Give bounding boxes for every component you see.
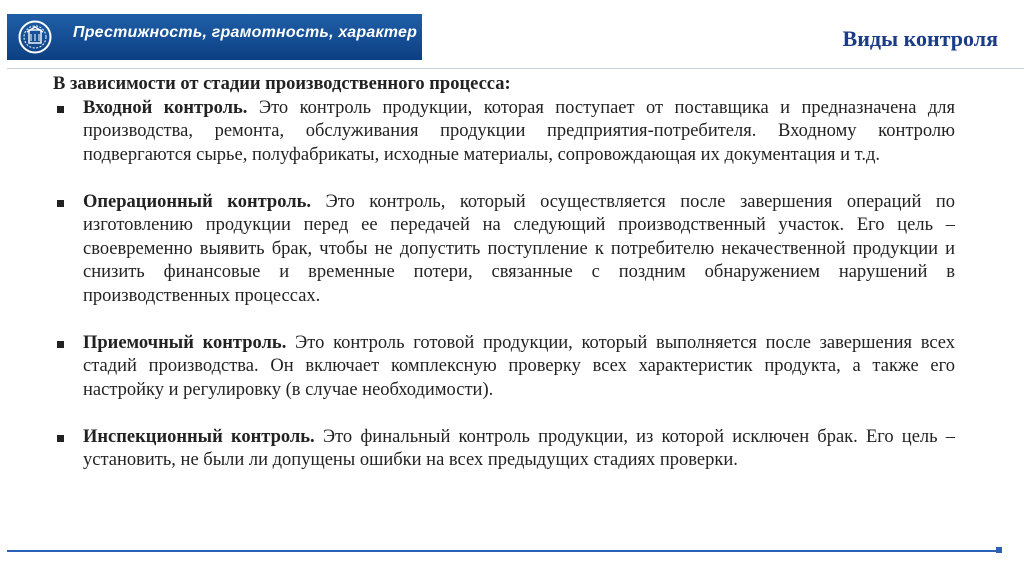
list-item-text: Это контроль продукции, которая поступает от поставщика и предназначена для производства, ремонта, обслуживания продукции предприятия-потребителя. Входному контролю подвергаются сырье, полуфабрикаты, исходные материалы, сопровождающая их документация и т.д.	[83, 97, 955, 165]
list-item-text: Это финальный контроль продукции, из которой исключен брак. Его цель – установить, не были ли допущены ошибки на всех предыдущих стадиях проверки.	[83, 426, 955, 470]
footer-divider	[7, 550, 997, 552]
list-item	[53, 97, 955, 168]
footer-rule-end-marker	[996, 547, 1002, 553]
page-title: Виды контроля	[842, 26, 998, 51]
header-banner	[7, 14, 422, 60]
square-bullet-icon	[57, 106, 64, 113]
list-item	[53, 191, 955, 309]
square-bullet-icon	[57, 341, 64, 348]
list-item-term: Приемочный контроль.	[83, 332, 287, 353]
square-bullet-icon	[57, 200, 64, 207]
banner-slogan: Престижность, грамотность, характер	[73, 24, 418, 41]
intro-heading: В зависимости от стадии производственного процесса:	[53, 74, 511, 94]
list-item	[53, 426, 955, 473]
list-item-text: Это контроль готовой продукции, который выполняется после завершения всех стадий производства. Он включает комплексную проверку всех характеристик продукта, а также его настройку и регулировку (в случае необходимости).	[83, 332, 956, 400]
square-bullet-icon	[57, 435, 64, 442]
list-item-text: Это контроль, который осуществляется после завершения операций по изготовлению продукции перед ее передачей на следующий производственный участок. Его цель – своевременно выявить брак, чтобы не допустить поступление к потребителю некачественной продукции и снизить финансовые и временные потери, связанные с поздним обнаружением нарушений в производственных процессах.	[83, 191, 955, 306]
slide-content	[53, 73, 955, 473]
list-item-term: Входной контроль.	[83, 97, 248, 118]
list-item-term: Инспекционный контроль.	[83, 426, 315, 447]
header-divider	[7, 68, 1024, 69]
university-emblem-icon	[14, 20, 56, 54]
list-item-term: Операционный контроль.	[83, 191, 312, 212]
list-item	[53, 332, 955, 403]
